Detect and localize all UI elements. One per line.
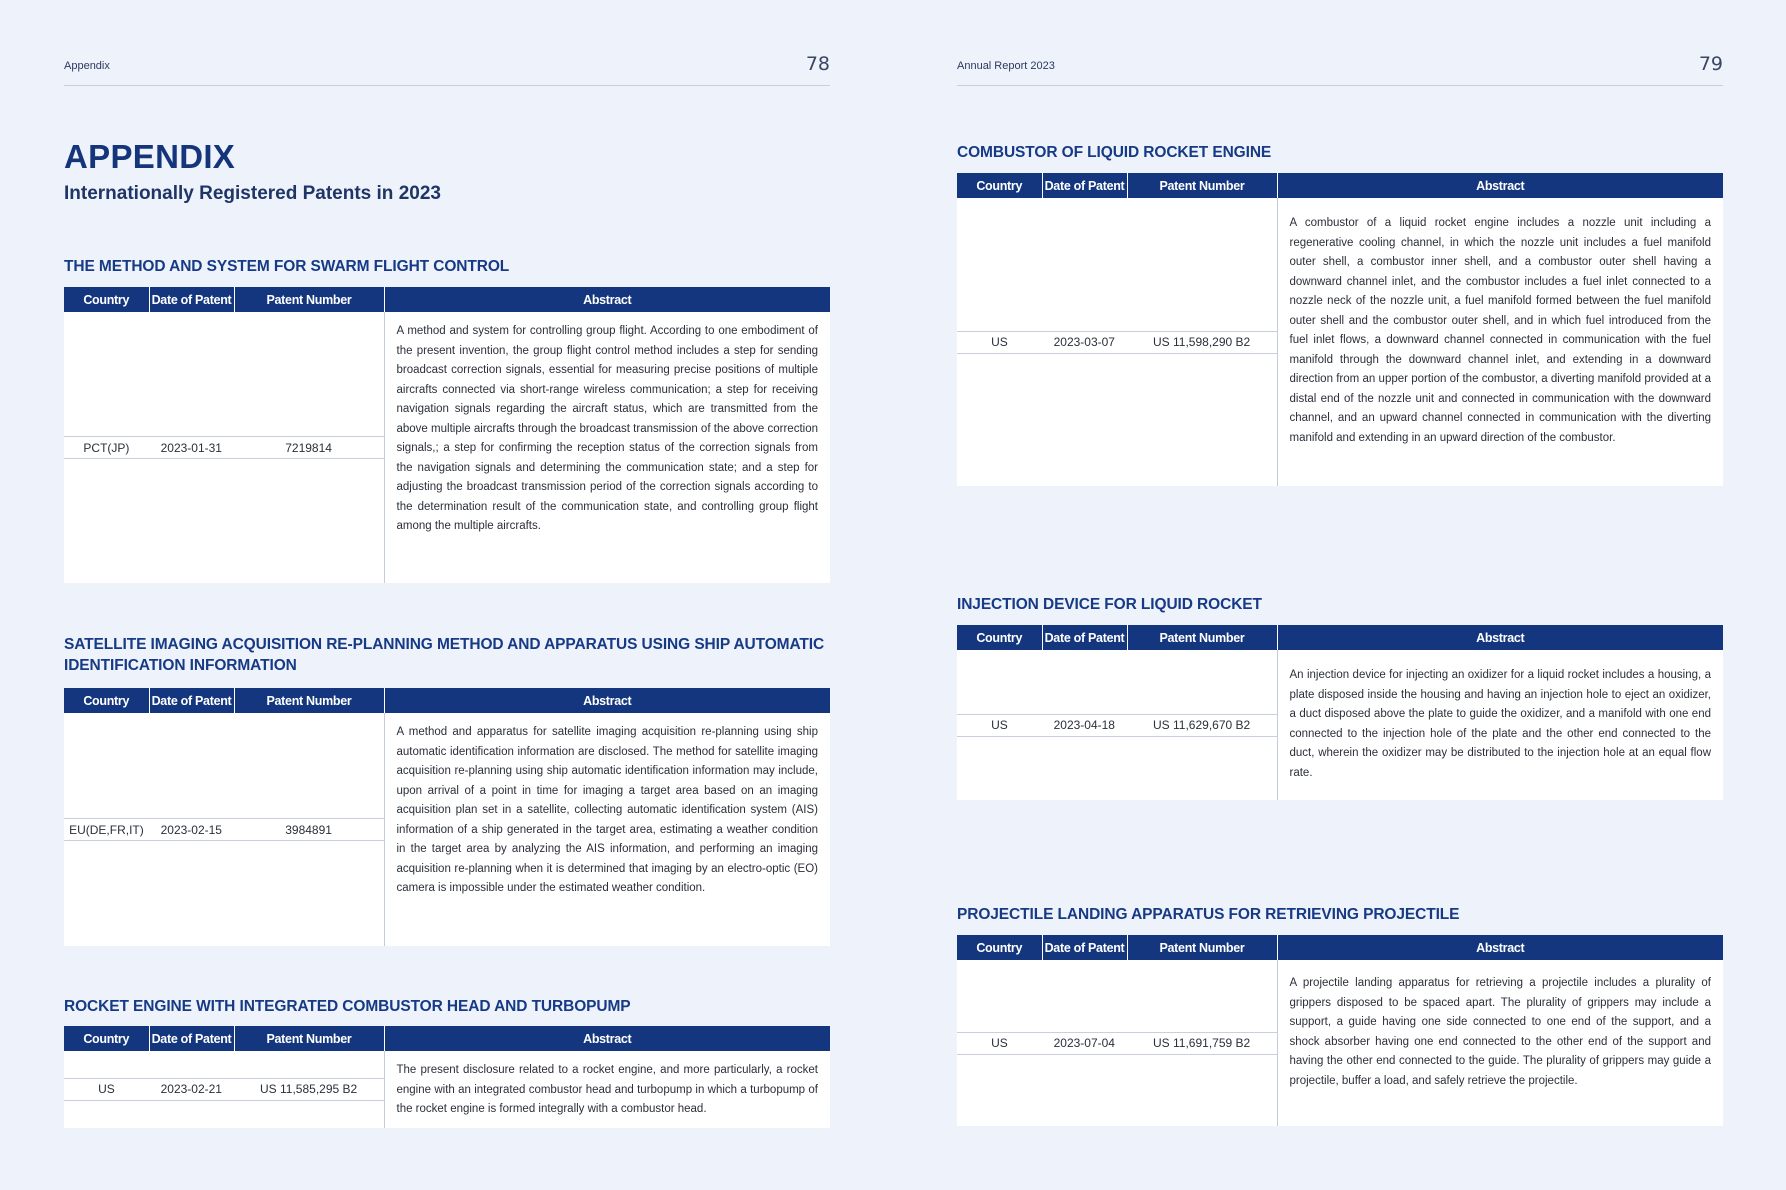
patent-country: US [991, 1036, 1008, 1050]
header-abstract: Abstract [1277, 625, 1723, 650]
header-patent-number: Patent Number [234, 688, 384, 713]
patent-abstract-cell [1277, 650, 1723, 800]
patent-number: US 11,691,759 B2 [1153, 1036, 1251, 1050]
header-abstract: Abstract [384, 287, 830, 312]
patent-country: EU(DE,FR,IT) [69, 822, 144, 837]
running-header [957, 53, 1723, 86]
header-date: Date of Patent [1042, 625, 1127, 650]
patent-abstract-cell [384, 713, 830, 946]
patent-table [64, 287, 830, 583]
patent-number: US 11,585,295 B2 [260, 1082, 358, 1097]
header-date: Date of Patent [149, 688, 234, 713]
header-abstract: Abstract [384, 1026, 830, 1051]
patent-date: 2023-02-15 [160, 822, 222, 837]
patent-country: US [98, 1082, 115, 1097]
header-date: Date of Patent [1042, 935, 1127, 960]
header-patent-number: Patent Number [234, 1026, 384, 1051]
patent-meta-cell [957, 960, 1277, 1126]
patent-table [957, 625, 1723, 800]
header-abstract: Abstract [384, 688, 830, 713]
patent-abstract-cell [384, 1051, 830, 1128]
patent-abstract-cell [384, 312, 830, 583]
patent-meta-cell [64, 1051, 384, 1128]
patent-date: 2023-02-21 [160, 1082, 222, 1097]
running-label: Appendix [64, 60, 110, 72]
patent-abstract: The present disclosure related to a rocket engine, and more particularly, a rocket engine with an integrated combustor head and turbopump in which a turbopump of the rocket engine is formed integrally with a combustor head. [396, 1064, 818, 1115]
patent-abstract-cell [1277, 960, 1723, 1126]
patent-title: ROCKET ENGINE WITH INTEGRATED COMBUSTOR HEAD AND TURBOPUMP [64, 998, 631, 1015]
patent-section [957, 594, 1723, 615]
patent-meta-cell [64, 312, 384, 583]
patent-meta-cell [957, 650, 1277, 800]
header-patent-number: Patent Number [1127, 625, 1277, 650]
patent-abstract: A method and apparatus for satellite imaging acquisition re-planning using ship automatic identification information are disclosed. The method for satellite imaging acquisition re-planning using ship automatic identification information may include, upon arrival of a point in time for imaging a target area based on an imaging acquisition plan set in a satellite, collecting automatic identification system (AIS) information of a ship generated in the target area, estimating a weather condition in the target area by analyzing the AIS information, and performing an imaging acquisition re-planning when it is determined that imaging by an electro-optic (EO) camera is impossible under the estimated weather condition. [396, 726, 818, 894]
patent-number: US 11,629,670 B2 [1153, 718, 1251, 732]
patent-title: THE METHOD AND SYSTEM FOR SWARM FLIGHT CONTROL [64, 258, 510, 275]
patent-date: 2023-01-31 [160, 440, 222, 455]
patent-section [64, 634, 830, 676]
patent-section [64, 996, 830, 1017]
patent-title: PROJECTILE LANDING APPARATUS FOR RETRIEVING PROJECTILE [957, 906, 1460, 923]
page-number: 79 [1698, 53, 1723, 75]
patent-meta-cell [957, 198, 1277, 486]
patent-section [957, 904, 1723, 925]
patent-country: PCT(JP) [83, 440, 130, 455]
patent-date: 2023-07-04 [1053, 1036, 1115, 1050]
patent-date: 2023-03-07 [1053, 335, 1115, 349]
header-country: Country [957, 173, 1042, 198]
header-date: Date of Patent [149, 287, 234, 312]
patent-date: 2023-04-18 [1053, 718, 1115, 732]
header-country: Country [64, 287, 149, 312]
patent-country: US [991, 718, 1008, 732]
header-country: Country [64, 688, 149, 713]
patent-abstract: An injection device for injecting an oxidizer for a liquid rocket includes a housing, a plate disposed inside the housing and having an injection hole to eject an oxidizer, a duct disposed above the plate to guide the oxidizer, and a manifold with one end connected to the injection hole of the plate and the other end connected to the duct, wherein the oxidizer may be distributed to the injection hole at an equal flow rate. [1289, 669, 1711, 779]
header-patent-number: Patent Number [1127, 173, 1277, 198]
page-title: APPENDIX [64, 138, 236, 175]
header-abstract: Abstract [1277, 173, 1723, 198]
patent-abstract-cell [1277, 198, 1723, 486]
patent-number: 3984891 [285, 822, 332, 837]
patent-number: 7219814 [285, 440, 332, 455]
patent-title: SATELLITE IMAGING ACQUISITION RE-PLANNING METHOD AND APPARATUS USING SHIP AUTOMATIC IDENTIFICATION INFORMATION [64, 636, 825, 674]
patent-country: US [991, 335, 1008, 349]
running-header [64, 53, 830, 86]
patent-table [64, 1026, 830, 1128]
patent-section [957, 142, 1723, 163]
patent-abstract: A projectile landing apparatus for retrieving a projectile includes a plurality of grippers disposed to be spaced apart. The plurality of grippers may include a support, a guide having one side connected to one end of the support, and a shock absorber having one end connected to the other end of the support and having the other end connected to the guide. The plurality of grippers may guide a projectile, buffer a load, and safely retrieve the projectile. [1289, 977, 1711, 1087]
patent-section [64, 256, 830, 277]
header-country: Country [957, 625, 1042, 650]
header-date: Date of Patent [149, 1026, 234, 1051]
header-date: Date of Patent [1042, 173, 1127, 198]
patent-number: US 11,598,290 B2 [1153, 335, 1251, 349]
patent-table [64, 688, 830, 946]
page-subtitle: Internationally Registered Patents in 2023 [64, 183, 441, 204]
patent-title: COMBUSTOR OF LIQUID ROCKET ENGINE [957, 144, 1272, 161]
patent-table [957, 173, 1723, 486]
page-number: 78 [805, 53, 830, 75]
header-country: Country [64, 1026, 149, 1051]
header-patent-number: Patent Number [1127, 935, 1277, 960]
patent-abstract: A method and system for controlling group flight. According to one embodiment of the present invention, the group flight control method includes a step for sending broadcast correction signals, essential for measuring precise positions of multiple aircrafts connected via short-range wireless communication; a step for receiving navigation signals regarding the aircraft status, which are transmitted from the above multiple aircrafts through the broadcast transmission of the above correction signals,; a step for confirming the reception status of the correction signals from the navigation signals and determining the communication state; and a step for adjusting the broadcast transmission period of the correction signals according to the determination result of the communication state, and controlling group flight among the multiple aircrafts. [396, 325, 818, 532]
header-country: Country [957, 935, 1042, 960]
running-label: Annual Report 2023 [957, 60, 1055, 72]
patent-meta-cell [64, 713, 384, 946]
header-abstract: Abstract [1277, 935, 1723, 960]
patent-abstract: A combustor of a liquid rocket engine includes a nozzle unit including a regenerative cooling channel, in which the nozzle unit includes a fuel manifold outer shell, a combustor inner shell, and a combustor outer shell having a downward channel inlet, and the combustor includes a fuel inlet connected to a nozzle neck of the nozzle unit, a fuel manifold formed between the fuel manifold outer shell and the combustor outer shell, and in which fuel introduced from the fuel inlet flows, a downward channel connected in communication with the fuel manifold through the downward channel inlet, and extending in a downward direction from an upper portion of the combustor, a diverting manifold provided at a distal end of the nozzle unit and connected in communication with the downward channel, and an upward channel connected in communication with the diverting manifold and extending in an upward direction of the combustor. [1289, 217, 1711, 444]
header-patent-number: Patent Number [234, 287, 384, 312]
patent-table [957, 935, 1723, 1126]
patent-title: INJECTION DEVICE FOR LIQUID ROCKET [957, 596, 1262, 613]
